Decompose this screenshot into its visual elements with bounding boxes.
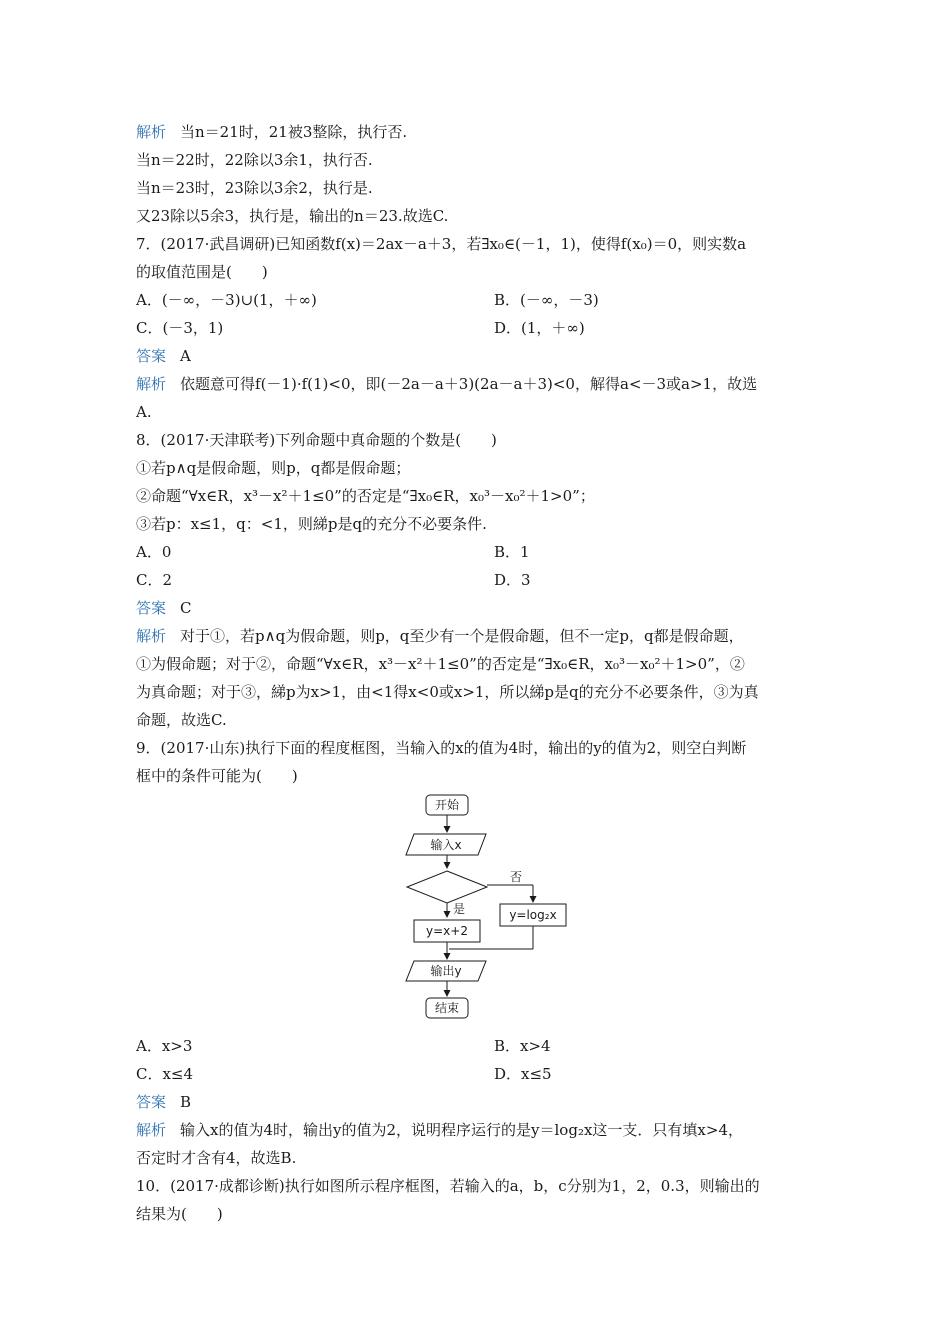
q9-solution-line-1: 解析 输入x的值为4时，输出y的值为2，说明程序运行的是y＝log₂x这一支．只有填x>4， — [136, 1121, 743, 1139]
q9-flowchart — [402, 789, 582, 1025]
flow-input-label: 输入x — [430, 838, 462, 852]
q8-options-row-1 — [136, 542, 530, 562]
q7-option-b: B．(－∞，－3) — [494, 291, 599, 309]
q6-solution-line-1: 解析 当n＝21时，21被3整除，执行否. — [136, 123, 408, 141]
q8-answer: 答案 C — [136, 599, 192, 617]
q8-item-2: ②命题“∀x∈R，x³－x²＋1≤0”的否定是“∃x₀∈R，x₀³－x₀²＋1>0”； — [136, 487, 595, 505]
answer-label: 答案 — [136, 1093, 167, 1111]
q6-solution-line-2: 当n＝22时，22除以3余1，执行否. — [136, 151, 373, 169]
solution-label: 解析 — [136, 627, 167, 645]
q7-solution-line-2: A. — [136, 403, 152, 421]
q8-option-c: C．2 — [136, 571, 173, 589]
q8-solution-line-2: ①为假命题；对于②，命题“∀x∈R，x³－x²＋1≤0”的否定是“∃x₀∈R，x₀³－x₀²＋1>0”，② — [136, 655, 745, 673]
q9-option-b: B．x>4 — [494, 1037, 551, 1055]
q7-answer: 答案 A — [136, 347, 191, 365]
q7-option-c: C．(－3，1) — [136, 319, 224, 337]
q9-option-c: C．x≤4 — [136, 1065, 194, 1083]
q8-solution-line-4: 命题，故选C. — [136, 711, 227, 729]
q7-option-d: D．(1，＋∞) — [494, 319, 585, 337]
flow-log-label: y=log₂x — [509, 908, 557, 922]
flow-end-label: 结束 — [434, 1001, 460, 1015]
q9-options-row-1 — [136, 1036, 551, 1056]
answer-label: 答案 — [136, 347, 167, 365]
q9-option-d: D．x≤5 — [494, 1065, 552, 1083]
q9-option-a: A．x>3 — [136, 1037, 193, 1055]
q8-options-row-2 — [136, 570, 531, 590]
q9-options-row-2 — [136, 1064, 552, 1084]
solution-label: 解析 — [136, 123, 167, 141]
q9-stem-line-2: 框中的条件可能为( ) — [136, 767, 298, 785]
answer-label: 答案 — [136, 599, 167, 617]
q7-stem-line-2: 的取值范围是( ) — [136, 263, 268, 281]
flow-no-label: 否 — [510, 870, 523, 884]
q10-stem-line-1: 10．(2017·成都诊断)执行如图所示程序框图，若输入的a，b，c分别为1，2，0.3，则输出的 — [136, 1177, 760, 1195]
flow-start-label: 开始 — [434, 798, 460, 812]
q9-stem-line-1: 9．(2017·山东)执行下面的程度框图，当输入的x的值为4时，输出的y的值为2，则空白判断 — [136, 739, 747, 757]
q7-option-a: A．(－∞，－3)∪(1，＋∞) — [136, 291, 317, 309]
q8-stem: 8．(2017·天津联考)下列命题中真命题的个数是( ) — [136, 431, 497, 449]
q9-solution-line-2: 否定时才含有4，故选B. — [136, 1149, 297, 1167]
solution-label: 解析 — [136, 375, 167, 393]
q7-stem-line-1: 7．(2017·武昌调研)已知函数f(x)＝2ax－a＋3，若∃x₀∈(－1，1)，使得f(x₀)＝0，则实数a — [136, 235, 747, 253]
q8-option-d: D．3 — [494, 571, 531, 589]
q6-solution-line-3: 当n＝23时，23除以3余2，执行是. — [136, 179, 373, 197]
q8-item-3: ③若p：x≤1，q：<1，则綈p是q的充分不必要条件. — [136, 515, 487, 533]
q8-solution-line-1: 解析 对于①，若p∧q为假命题，则p，q至少有一个是假命题，但不一定p，q都是假命题， — [136, 627, 744, 645]
q7-options-row-1 — [136, 290, 599, 310]
q9-answer: 答案 B — [136, 1093, 192, 1111]
solution-label: 解析 — [136, 1121, 167, 1139]
flow-yes-label: 是 — [453, 902, 466, 916]
q10-stem-line-2: 结果为( ) — [136, 1205, 223, 1223]
q7-options-row-2 — [136, 318, 585, 338]
flow-decision-diamond — [407, 871, 487, 903]
q8-option-a: A．0 — [136, 543, 172, 561]
q8-item-1: ①若p∧q是假命题，则p，q都是假命题； — [136, 459, 411, 477]
q8-solution-line-3: 为真命题；对于③，綈p为x>1，由<1得x<0或x>1，所以綈p是q的充分不必要条件，③为真 — [136, 683, 759, 701]
q6-solution-line-4: 又23除以5余3，执行是，输出的n＝23.故选C. — [136, 207, 449, 225]
flow-add-label: y=x+2 — [426, 924, 468, 938]
flow-output-label: 输出y — [430, 964, 462, 978]
q8-option-b: B．1 — [494, 543, 530, 561]
q7-solution-line-1: 解析 依题意可得f(－1)·f(1)<0，即(－2a－a＋3)(2a－a＋3)<0，解得a<－3或a>1，故选 — [136, 375, 758, 393]
